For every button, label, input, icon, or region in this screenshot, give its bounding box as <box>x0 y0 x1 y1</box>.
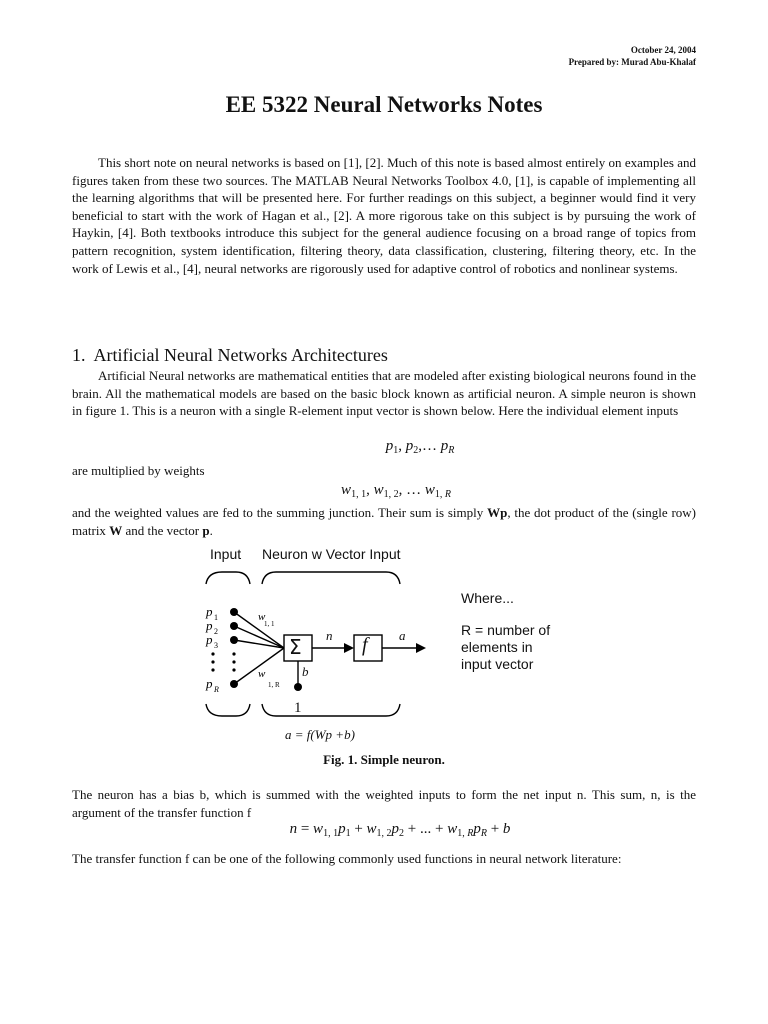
para2-W: W <box>109 522 123 538</box>
label-p2: p <box>206 618 213 633</box>
ellipsis-dot <box>211 660 214 663</box>
neuron-bracket-bottom <box>262 704 400 716</box>
header-author: Prepared by: Murad Abu-Khalaf <box>568 57 696 67</box>
label-p1-sub: 1 <box>214 613 218 622</box>
section-number: 1. <box>72 345 86 365</box>
equation-weights: $w_{1, 1}$, $w_{1, 2}$, … $w_{1, R}$ <box>341 482 451 500</box>
ellipsis-dot <box>232 652 235 655</box>
label-pR: p <box>206 676 213 691</box>
para2-text-d: . <box>209 522 213 538</box>
f-symbol: f <box>362 634 368 656</box>
one-label: 1 <box>294 700 302 716</box>
transfer-function-box <box>354 635 382 661</box>
ellipsis-dot <box>211 652 214 655</box>
input-bracket-top <box>206 572 250 584</box>
label-w11: w <box>258 611 266 623</box>
label-w11-sub: 1, 1 <box>264 620 275 628</box>
para2-wp: Wp <box>487 505 508 520</box>
equation-net-input: $n = w_{1, 1}p_1 + w_{1, 2}p_2$ + ... + $w_{1, R}p_R + b$ <box>289 821 511 839</box>
equation-inputs: $p_1$, $p_2,\dots$ $p_R$ <box>385 438 455 456</box>
para2-text-a: and the weighted values are fed to the summing junction. Their sum is simply <box>72 505 488 520</box>
section-title: Artificial Neural Networks Architectures <box>93 345 388 365</box>
figure-simple-neuron <box>196 540 576 750</box>
section-heading <box>72 345 388 366</box>
label-def-2: elements in <box>461 639 533 655</box>
intro-paragraph: This short note on neural networks is based on [1], [2]. Much of this note is based almost entirely on examples and figures taken from these two sources. The MATLAB Neural Networks Toolbox 4.0, [1], is capable of implementing all the learning algorithms that will be presented here. For further readings on this subject, a beginner would find it very beneficial to start with the work of Hagan et al., [2]. A more rigorous take on this subject is by pursuing the work of Haykin, [4]. Both textbooks introduce this subject for the general audience focusing on a broad range of topics from pattern recognition, system identification, filtering theory, data classification, clustering, filtering theory, etc. In the work of Lewis et al., [4], neural networks are rigorously used for adaptive control of robotics and nonlinear systems. <box>72 155 696 276</box>
header-meta <box>569 44 696 68</box>
a-label: a <box>399 628 406 643</box>
ellipsis-dot <box>211 668 214 671</box>
ellipsis-dot <box>232 668 235 671</box>
neuron-bracket-top <box>262 572 400 584</box>
bias-node <box>294 683 302 691</box>
label-w1R-sub: 1, R <box>268 681 280 689</box>
transfer-paragraph: The transfer function f can be one of the following commonly used functions in neural network literature: <box>72 851 622 866</box>
output-arrow <box>416 643 426 653</box>
para2-p: p <box>202 522 210 538</box>
figure-caption: Fig. 1. Simple neuron. <box>323 752 445 767</box>
label-neuron: Neuron w Vector Input <box>262 546 401 562</box>
label-def-1: R = number of <box>461 622 551 638</box>
ellipsis-dot <box>232 660 235 663</box>
section-paragraph-1: Artificial Neural networks are mathematical entities that are modeled after existing biological neurons found in the brain. All the mathematical models are based on the basic block known as artificial neuron. A simple neuron is shown in figure 1. This is a neuron with a single R-element input vector is shown below. Here the individual element inputs <box>72 368 696 419</box>
header-date: October 24, 2004 <box>630 45 696 55</box>
label-w1R: w <box>258 668 266 680</box>
label-p3: p <box>206 632 213 647</box>
label-input: Input <box>210 546 242 562</box>
label-p2-sub: 2 <box>214 627 218 636</box>
n-label: n <box>326 628 333 643</box>
figure-formula: a = f(Wp +b) <box>285 727 355 742</box>
sum-symbol: Σ <box>289 635 302 659</box>
document-title: EE 5322 Neural Networks Notes <box>225 92 543 117</box>
net-input-arrow <box>344 643 354 653</box>
input-bracket-bottom <box>206 704 250 716</box>
b-label: b <box>302 664 309 679</box>
label-p1: p <box>206 604 213 619</box>
label-p3-sub: 3 <box>214 641 218 650</box>
para2-text-b: , the dot product of the (single row) matrix <box>72 505 697 538</box>
label-pR-sub: R <box>214 685 219 694</box>
weights-text: are multiplied by weights <box>72 463 205 478</box>
section-paragraph-2 <box>72 504 696 539</box>
label-def-3: input vector <box>461 656 534 672</box>
label-where: Where... <box>461 590 514 606</box>
para2-text-c: and the vector <box>122 522 203 538</box>
bias-paragraph: The neuron has a bias b, which is summed with the weighted inputs to form the net input n. This sum, n, is the argument of the transfer function f <box>72 787 696 820</box>
